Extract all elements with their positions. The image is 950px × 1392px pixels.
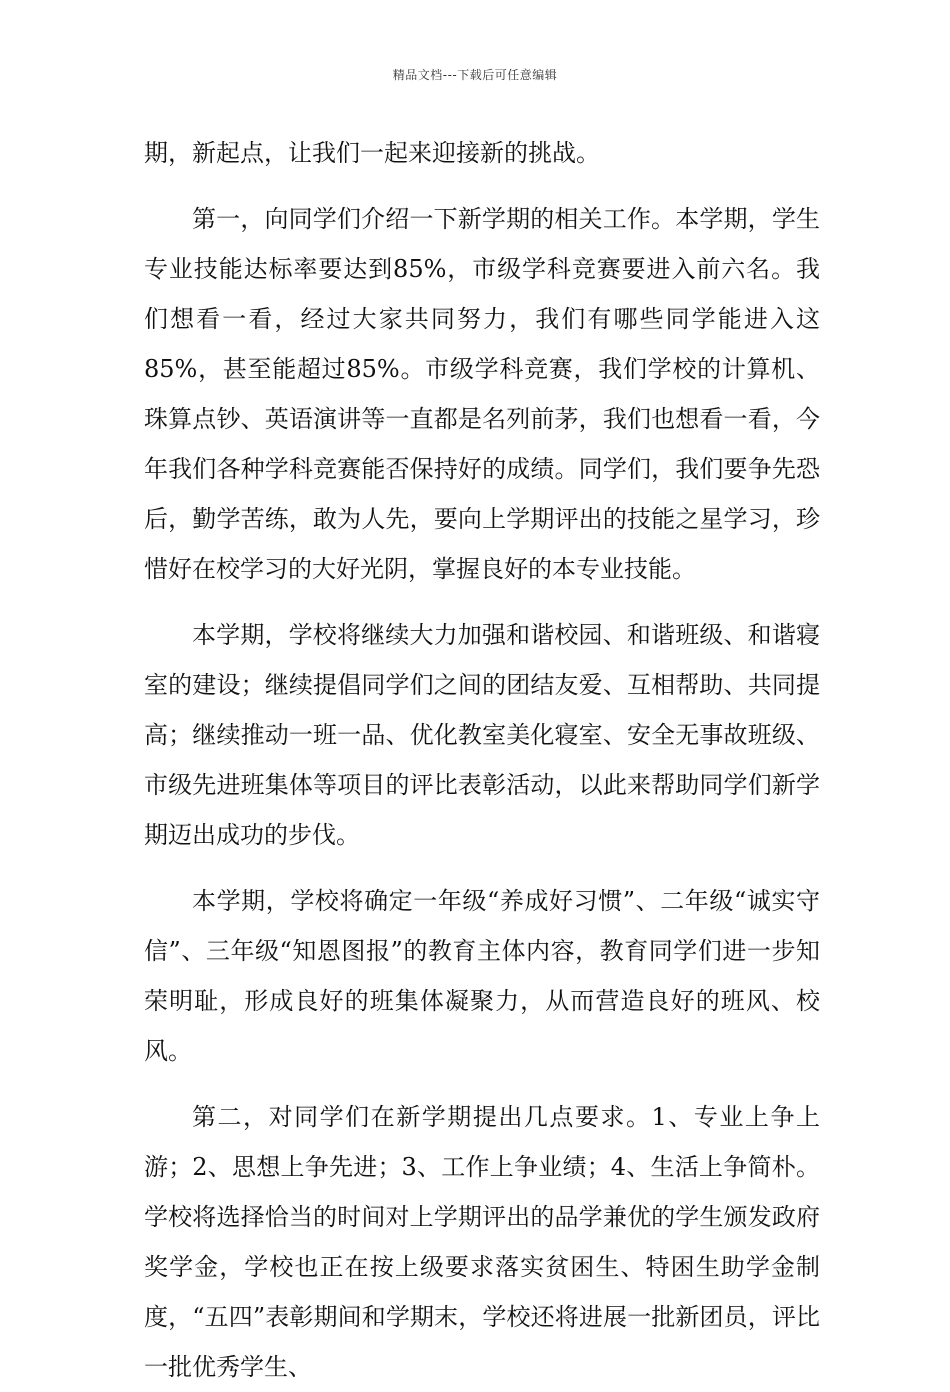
paragraph-continuation: 期，新起点，让我们一起来迎接新的挑战。 bbox=[144, 139, 600, 167]
document-body bbox=[144, 128, 820, 1392]
paragraph-harmony: 本学期，学校将继续大力加强和谐校园、和谐班级、和谐寝室的建设；继续提倡同学们之间的团结友爱、互相帮助、共同提高；继续推动一班一品、优化教室美化寝室、安全无事故班级、市级先进班集体等项目的评比表彰活动，以此来帮助同学们新学期迈出成功的步伐。 bbox=[144, 621, 820, 849]
paragraph-second-point: 第二，对同学们在新学期提出几点要求。1、专业上争上游；2、思想上争先进；3、工作上争业绩；4、生活上争简朴。学校将选择恰当的时间对上学期评出的品学兼优的学生颁发政府奖学金，学校也正在按上级要求落实贫困生、特困生助学金制度，“五四”表彰期间和学期末，学校还将进展一批新团员，评比一批优秀学生、 bbox=[144, 1103, 820, 1381]
paragraph-first-point: 第一，向同学们介绍一下新学期的相关工作。本学期，学生专业技能达标率要达到85%，市级学科竞赛要进入前六名。我们想看一看，经过大家共同努力，我们有哪些同学能进入这85%，甚至能超过85%。市级学科竞赛，我们学校的计算机、珠算点钞、英语演讲等一直都是名列前茅，我们也想看一看，今年我们各种学科竞赛能否保持好的成绩。同学们，我们要争先恐后，勤学苦练，敢为人先，要向上学期评出的技能之星学习，珍惜好在校学习的大好光阴，掌握良好的本专业技能。 bbox=[144, 205, 820, 583]
page-header: 精品文档---下载后可任意编辑 bbox=[392, 68, 558, 82]
paragraph-education-themes: 本学期，学校将确定一年级“养成好习惯”、二年级“诚实守信”、三年级“知恩图报”的教育主体内容，教育同学们进一步知荣明耻，形成良好的班集体凝聚力，从而营造良好的班风、校风。 bbox=[144, 887, 820, 1065]
